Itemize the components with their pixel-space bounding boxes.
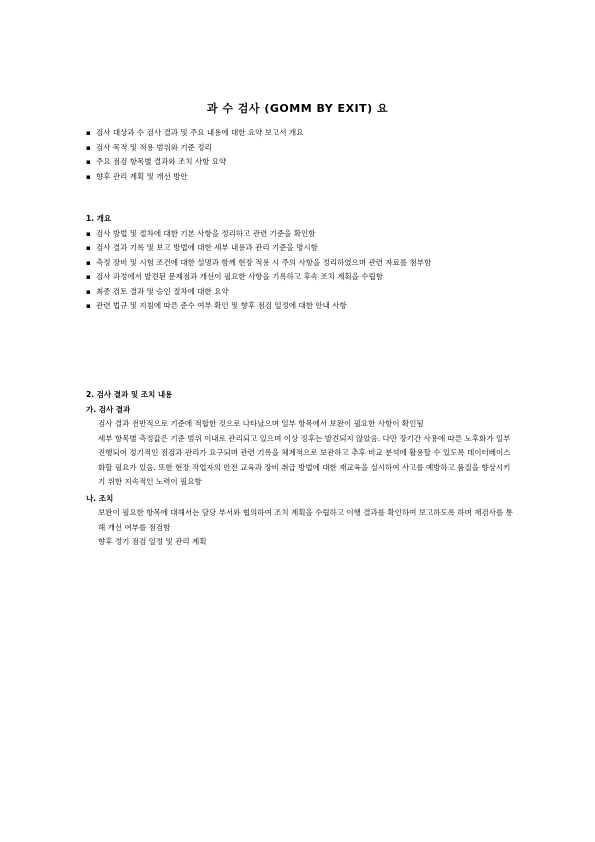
section-2-heading: 2. 검사 결과 및 조치 내용 (86, 390, 173, 399)
summary-item: ▪ 향후 관리 계획 및 개선 방안 (86, 170, 516, 185)
section-2-paragraph: 보완이 필요한 항목에 대해서는 담당 부서와 협의하여 조치 계획을 수립하고 이행 결과를 확인하여 보고하도록 하며 재검사를 통해 개선 여부를 점검함 (98, 508, 513, 532)
section-2-subheading: 가. 검사 결과 (86, 404, 131, 414)
section-1-heading: 1. 개요 (86, 214, 112, 223)
section-2-paragraph: 향후 정기 점검 일정 및 관리 계획 (98, 537, 207, 546)
summary-item: ▪ 주요 점검 항목별 결과와 조치 사항 요약 (86, 155, 516, 170)
summary-list (86, 126, 516, 184)
section-1-item: ▪ 검사 과정에서 발견된 문제점과 개선이 필요한 사항을 기록하고 후속 조치 계획을 수립함 (86, 270, 516, 285)
section-1 (86, 212, 516, 314)
section-1-item: ▪ 검사 결과 기록 및 보고 방법에 대한 세부 내용과 관리 기준을 명시함 (86, 241, 516, 256)
section-1-item: ▪ 검사 방법 및 절차에 대한 기본 사항을 정리하고 관련 기준을 확인함 (86, 227, 516, 242)
section-2-paragraph: 검사 결과 전반적으로 기준에 적합한 것으로 나타났으며 일부 항목에서 보완이 필요한 사항이 확인됨 (98, 419, 424, 428)
section-1-item: ▪ 관련 법규 및 지침에 따른 준수 여부 확인 및 향후 점검 일정에 대한 안내 사항 (86, 299, 516, 314)
section-2-paragraph: 세부 항목별 측정값은 기준 범위 이내로 관리되고 있으며 이상 징후는 발견되지 않았음. 다만 장기간 사용에 따른 노후화가 일부 진행되어 정기적인 점검과 관리가 요구되며 관련 기록을 체계적으로 보관하고 추후 비교 분석에 활용할 수 있도록 데이터베이스화할 필요가 있음. 또한 현장 작업자의 안전 교육과 장비 취급 방법에 대한 재교육을 실시하여 사고를 예방하고 품질을 향상시키기 위한 지속적인 노력이 필요함 (98, 433, 511, 486)
section-1-item: ▪ 측정 장비 및 시험 조건에 대한 설명과 함께 현장 적용 시 주의 사항을 정리하였으며 관련 자료를 첨부함 (86, 256, 516, 271)
section-2 (86, 388, 516, 550)
document-title: 과 수 검사 (GOMM BY EXIT) 요 (206, 102, 389, 115)
summary-item: ▪ 검사 목적 및 적용 범위와 기준 정리 (86, 141, 516, 156)
summary-item: ▪ 검사 대상과 수 검사 결과 및 주요 내용에 대한 요약 보고서 개요 (86, 126, 516, 141)
section-2-subheading: 나. 조치 (86, 493, 114, 503)
section-1-item: ▪ 최종 검토 결과 및 승인 절차에 대한 요약 (86, 285, 516, 300)
